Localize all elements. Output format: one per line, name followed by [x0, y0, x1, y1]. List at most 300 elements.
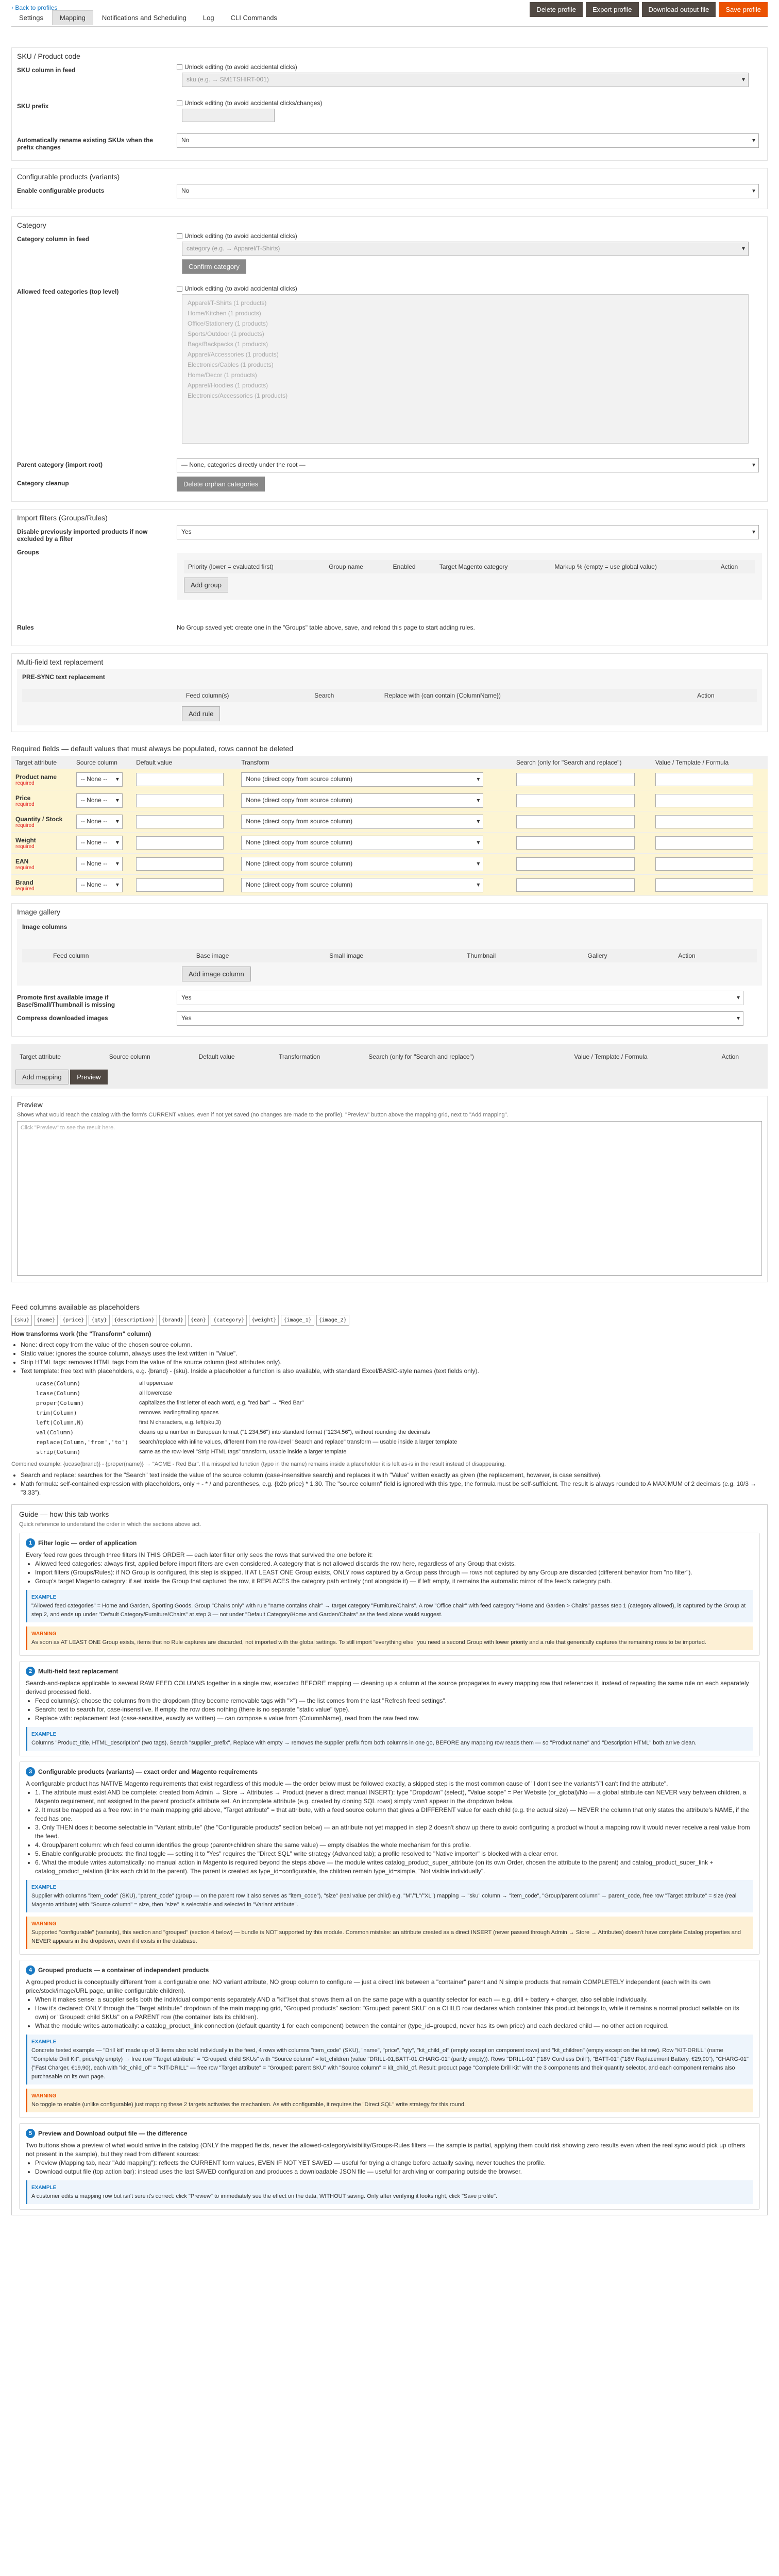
value-cell [651, 875, 768, 896]
value-cell [651, 790, 768, 811]
field-label: Promote first available image if Base/Small/Thumbnail is missing [17, 994, 115, 1008]
warning-text: Supported "configurable" (variants), this section and "grouped" (section 4 below) — bundle is NOT supported by this module. Common mistake: an attribute created as a direct INSERT (never passed through Admin → Store → Attributes) doesn't have complete Catalog properties and NEVER appears in the dropdown, even if it exists in the database. [31, 1929, 741, 1944]
transform-cell [237, 854, 512, 875]
multifield-section [11, 653, 768, 732]
table-header: Source column [72, 756, 132, 769]
transform-cell [237, 875, 512, 896]
warning-text: No toggle to enable (unlike configurable) just mapping these 2 targets activates the mechanism. As with configurable, it requires the "Direct SQL" write strategy for this round. [31, 2102, 466, 2108]
category-option[interactable]: Sports/Outdoor (1 products) [188, 330, 264, 337]
table-header: Search (only for "Search and replace") [364, 1044, 570, 1070]
value-input[interactable] [655, 878, 753, 892]
table-header: Markup % (empty = use global value) [550, 560, 716, 573]
field-label: Category cleanup [17, 480, 69, 487]
allowed-categories-list[interactable] [182, 294, 749, 444]
example-label: EXAMPLE [31, 1595, 57, 1600]
table-header: Transform [237, 756, 512, 769]
source-cell [72, 790, 132, 811]
attribute-name: Brand [15, 878, 33, 886]
guide-block-heading [26, 1965, 753, 1975]
attribute-cell [11, 875, 72, 896]
guide-block [19, 1960, 760, 2118]
section-title: Category [17, 221, 46, 229]
source-cell [72, 875, 132, 896]
warning-box [26, 1917, 753, 1949]
mapping-grid [11, 1044, 768, 1089]
placeholder-chip: {sku} [11, 1315, 32, 1326]
sku-section [11, 47, 768, 161]
compress-select[interactable]: Yes ▾ [177, 1011, 743, 1026]
required-label: required [15, 801, 35, 807]
transform-item: • Search and replace: searches for the "Search" text inside the value of the source column (case-insensitive search) and replaces it with "Value" written exactly as given (the replacement, however, is case sensitive). [21, 1471, 768, 1480]
action-bar [530, 2, 768, 17]
guide-block-title: Filter logic — order of application [38, 1539, 137, 1547]
placeholder-chip: {image_1} [281, 1315, 314, 1326]
step-number-icon: 2 [26, 1667, 35, 1676]
groups-table [184, 560, 755, 573]
table-header: Value / Template / Formula [570, 1044, 717, 1070]
disable-excluded-select[interactable]: Yes ▾ [177, 525, 759, 539]
table-header: Thumbnail [463, 949, 583, 962]
source-cell [72, 811, 132, 833]
guide-block-heading [26, 1767, 753, 1776]
guide-list-item: • How it's declared: ONLY through the "Target attribute" dropdown of the main mapping grid, "Grouped products" section: "Grouped: parent SKU" on a CHILD row declares which container this product belongs to, while it remains a normal product sellable on its own) or "Grouped: child SKUs" on a PARENT row (the container lists its children). [35, 2004, 753, 2022]
function-name: left(Column,N) [36, 1419, 84, 1426]
warning-label: WARNING [31, 1921, 57, 1927]
function-desc: cleans up a number in European format ("1.234,56") into standard format ("1234.56"), without rounding the decimals [139, 1429, 430, 1435]
transform-item: • Text template: free text with placeholders, e.g. {brand} - {sku}. Inside a placeholder a function is also available, with standard Excel/BASIC-style names (text fields only). [21, 1367, 768, 1376]
default-input[interactable] [136, 815, 224, 828]
guide-list-item: • When it makes sense: a supplier sells both the individual components separately AND a "kit"/set that shows them all on the same page with a quantity selector for each — e.g. drill + battery + charger, also sellable individually. [35, 1995, 753, 2004]
transform-cell [237, 769, 512, 790]
save-profile-button[interactable]: Save profile [719, 2, 768, 17]
transform-select[interactable]: None (direct copy from source column) ▾ [241, 836, 483, 850]
guide-paragraph: Every feed row goes through three filters IN THIS ORDER — each later filter only sees the rows that survived the one before it: [26, 1551, 373, 1558]
category-option[interactable]: Apparel/T-Shirts (1 products) [188, 299, 267, 307]
source-cell [72, 769, 132, 790]
guide-list-item: • 2. It must be mapped as a free row: in the main mapping grid above, "Target attribute" = that attribute, with a feed source column that gives a DIFFERENT value for each child (e.g. the actual size) — NEVER the column that only states the attribute's NAME, if the feed has one. [35, 1806, 753, 1823]
placeholder-chip: {category} [211, 1315, 247, 1326]
field-label: Parent category (import root) [17, 461, 103, 468]
table-header: Small image [325, 949, 463, 962]
attribute-name: EAN [15, 857, 29, 865]
example-label: EXAMPLE [31, 1732, 57, 1737]
table-header: Gallery [584, 949, 674, 962]
table-row [11, 769, 768, 790]
guide-block [19, 1761, 760, 1955]
placeholder-chip: {weight} [249, 1315, 279, 1326]
functions-table [32, 1379, 496, 1457]
delete-orphan-button[interactable]: Delete orphan categories [177, 477, 265, 492]
value-cell [651, 769, 768, 790]
guide-list-item: • 1. The attribute must exist AND be complete: created from Admin → Store → Attributes → Product (never a direct manual INSERT): type "Dropdown" (select), "Value scope" = Per Website (or_global)/No — a global attribute can NEVER vary between children, a Magento requirement, not assigned to the parent product's attribute set. An incomplete attribute (e.g. created by cloning SQL rows) simply won't appear in the dropdown below. [35, 1788, 753, 1806]
function-name: trim(Column) [36, 1410, 77, 1416]
default-input[interactable] [136, 878, 224, 892]
preview-desc: Shows what would reach the catalog with the form's CURRENT values, even if not yet saved (no changes are made to the profile). "Preview" button above the mapping grid, next to "Add mapping". [17, 1112, 509, 1118]
back-link[interactable]: ‹ Back to profiles [11, 4, 58, 11]
sku-prefix-input[interactable] [182, 109, 275, 122]
image-section [11, 903, 768, 1037]
search-input[interactable] [516, 815, 635, 828]
delete-profile-button[interactable]: Delete profile [530, 2, 583, 17]
tab-settings[interactable]: Settings [11, 10, 51, 25]
guide-block-title: Configurable products (variants) — exact order and Magento requirements [38, 1768, 258, 1775]
table-header: Default value [194, 1044, 275, 1070]
guide-block [19, 2123, 760, 2210]
transform-item: • None: direct copy from the value of the chosen source column. [21, 1341, 768, 1349]
add-image-button[interactable]: Add image column [182, 967, 251, 981]
guide-block [19, 1661, 760, 1756]
search-input[interactable] [516, 857, 635, 871]
configurable-section [11, 168, 768, 209]
example-box [26, 2180, 753, 2204]
guide-paragraph: Two buttons show a preview of what would arrive in the catalog (ONLY the mapped fields, never the allowed-category/visibility/Groups-Rules filters — the sample is partial, applying them could risk showing zero results even when the real sync would pick up others not present in the sample), but they read from different sources: [26, 2142, 746, 2158]
guide-list [35, 1560, 753, 1586]
pre-sync-label: PRE-SYNC text replacement [22, 673, 105, 681]
add-rule-button[interactable]: Add rule [182, 706, 220, 721]
search-input[interactable] [516, 794, 635, 807]
transform-cell [237, 790, 512, 811]
parent-category-select[interactable]: — None, categories directly under the root — ▾ [177, 458, 759, 472]
attribute-name: Price [15, 794, 31, 802]
tab-log[interactable]: Log [195, 10, 222, 25]
function-name: replace(Column,'from','to') [36, 1439, 128, 1446]
source-cell [72, 854, 132, 875]
function-desc: all uppercase [139, 1380, 173, 1386]
section-title: Configurable products (variants) [17, 173, 120, 181]
guide-paragraph: A configurable product has NATIVE Magento requirements that exist regardless of this module — the order below must be followed exactly, a skipped step is the most common cause of "I don't see the variants"/"I can't find the attribute". [26, 1780, 668, 1787]
guide-list-item: • 5. Enable configurable products: the final toggle — setting it to "Yes" requires the "Direct SQL" write strategy (Advanced tab); a profile resolved to "Native importer" is blocked with a clear error. [35, 1850, 753, 1858]
function-row [32, 1447, 496, 1457]
placeholders-section [11, 1303, 768, 1497]
example-text: A customer edits a mapping row but isn't sure it's correct: click "Preview" to immediately see the effect on the data, WITHOUT saving. Only after verifying it looks right, click "Save profile". [31, 2193, 498, 2199]
value-input[interactable] [655, 794, 753, 807]
tab-notifications[interactable]: Notifications and Scheduling [94, 10, 194, 25]
required-label: required [15, 865, 35, 871]
search-cell [512, 833, 651, 854]
section-title: Multi-field text replacement [17, 658, 104, 666]
export-profile-button[interactable]: Export profile [586, 2, 639, 17]
default-cell [132, 790, 237, 811]
transform-select[interactable]: None (direct copy from source column) ▾ [241, 857, 483, 871]
table-header: Enabled [389, 560, 435, 573]
category-option[interactable]: Office/Stationery (1 products) [188, 320, 268, 327]
source-select[interactable]: -- None -- ▾ [76, 857, 123, 871]
table-header: Default value [132, 756, 237, 769]
default-cell [132, 875, 237, 896]
replace-table: Feed column(s) Search Replace with (can contain {ColumnName}) Action [22, 689, 757, 702]
example-box [26, 1880, 753, 1912]
category-column-select[interactable]: category (e.g. → Apparel/T-Shirts) ▾ [182, 242, 749, 256]
guide-list [35, 2159, 753, 2176]
value-input[interactable] [655, 857, 753, 871]
function-name: ucase(Column) [36, 1380, 81, 1387]
function-desc: capitalizes the first letter of each word, e.g. "red bar" → "Red Bar" [139, 1400, 304, 1406]
guide-list [35, 1995, 753, 2030]
guide-list [35, 1788, 753, 1876]
step-number-icon: 5 [26, 2129, 35, 2138]
preview-button[interactable]: Preview [70, 1070, 107, 1084]
transform-select[interactable]: None (direct copy from source column) ▾ [241, 793, 483, 808]
transform-select[interactable]: None (direct copy from source column) ▾ [241, 772, 483, 787]
sku-column-select[interactable]: sku (e.g. → SM1TSHIRT-001) ▾ [182, 73, 749, 87]
required-label: required [15, 886, 35, 892]
category-option[interactable]: Home/Decor (1 products) [188, 371, 257, 379]
placeholder-chip: {ean} [188, 1315, 209, 1326]
attribute-cell [11, 769, 72, 790]
source-select[interactable]: -- None -- ▾ [76, 815, 123, 829]
search-input[interactable] [516, 836, 635, 850]
transform-cell [237, 811, 512, 833]
placeholder-chip: {image_2} [316, 1315, 349, 1326]
placeholder-chips [11, 1315, 768, 1326]
table-header: Value / Template / Formula [651, 756, 768, 769]
guide-list [35, 1697, 753, 1723]
example-text: "Allowed feed categories" = Home and Garden, Sporting Goods. Group "Chairs only" with rule "name contains chair" → target category "Furniture/Chairs". A row "Office chair" with feed category "Home and Garden > Chairs" passes step 1 (category allowed), is captured by the Group at step 2, and ends up under "Default Category/Furniture/Chairs" at step 3 — not under "Default Category/Home and Garden/Chairs" as the feed alone would suggest. [31, 1603, 746, 1618]
required-table [11, 756, 768, 896]
search-cell [512, 875, 651, 896]
guide-list-item: • Import filters (Groups/Rules): if NO Group is configured, this step is skipped. If AT LEAST ONE Group exists, ONLY rows captured by a Group pass through — rows not captured by any Group are discarded (different behavior from "no filter"). [35, 1568, 753, 1577]
section-title: Import filters (Groups/Rules) [17, 514, 108, 522]
function-row [32, 1388, 496, 1398]
required-label: required [15, 822, 35, 828]
unlock-checkbox[interactable]: Unlock editing (to avoid accidental clicks) [177, 285, 762, 292]
warning-label: WARNING [31, 2093, 57, 2099]
category-option[interactable]: Bags/Backpacks (1 products) [188, 341, 268, 348]
warning-text: As soon as AT LEAST ONE Group exists, items that no Rule captures are discarded, not imported with the global settings. To still import "everything else" you need a second Group with lower priority and a rule that generically captures the remaining rows to be imported. [31, 1639, 706, 1646]
placeholder-chip: {brand} [159, 1315, 186, 1326]
guide-list-item: • 6. What the module writes automatically: no manual action in Magento is required beyond the steps above — the module writes catalog_product_super_attribute (on its own Order, chosen the attribute to the parent) and catalog_product_super_link + catalog_product_relation (links each child to the parent). The parent is created as type_id=configurable, the children remain type_id=simple, "Not visible individually". [35, 1858, 753, 1876]
search-cell [512, 769, 651, 790]
add-group-button[interactable]: Add group [184, 578, 228, 592]
table-row [11, 833, 768, 854]
field-label: Rules [17, 624, 34, 631]
category-option[interactable]: Apparel/Accessories (1 products) [188, 351, 279, 358]
guide-list-item: • Preview (Mapping tab, near "Add mapping"): reflects the CURRENT form values, EVEN IF NOT YET SAVED — useful for trying a change before actually saving, never touches the profile. [35, 2159, 753, 2167]
table-row [11, 790, 768, 811]
search-input[interactable] [516, 878, 635, 892]
default-input[interactable] [136, 857, 224, 871]
transform-item: • Math formula: self-contained expression with placeholders, only + - * / and parentheses, e.g. {b2b price} * 1.30. The "source column" field is ignored with this type, the formula must be self-sufficient. The result is always rounded to A MAXIMUM of 2 decimals (e.g. 10/3 → "3.33"). [21, 1480, 768, 1497]
section-title: Preview [17, 1100, 43, 1109]
image-columns-label: Image columns [22, 923, 67, 930]
category-option[interactable]: Electronics/Cables (1 products) [188, 361, 274, 368]
table-header: Feed column [49, 949, 192, 962]
category-option[interactable]: Apparel/Hoodies (1 products) [188, 382, 268, 389]
table-header: Source column [105, 1044, 195, 1070]
guide-list-item: • What the module writes automatically: a catalog_product_link connection (default quantity 1 for each component) between the container (type_id=grouped, never has its own price) and each declared child — no other action required. [35, 2022, 753, 2030]
table-header: Target attribute [11, 756, 72, 769]
example-text: Supplier with columns "item_code" (SKU), "parent_code" (group — on the parent row it also serves as "item_code"), "size" (real value per child) e.g. "M"/"L"/"XL") mapping → "sku" column → "item_code", "Group/parent column" → parent_code, free row "Target attribute" = size (real Magento attribute) with "Source column" = size, then "size" is selectable and selected in "Variant attribute". [31, 1893, 737, 1908]
step-number-icon: 4 [26, 1965, 35, 1975]
field-label: Compress downloaded images [17, 1014, 108, 1022]
import-filters-section [11, 509, 768, 646]
category-section [11, 216, 768, 502]
default-cell [132, 769, 237, 790]
example-box [26, 1590, 753, 1622]
guide-block-title: Preview and Download output file — the difference [38, 2129, 188, 2137]
attribute-cell [11, 854, 72, 875]
preview-section [11, 1096, 768, 1282]
rename-select[interactable]: No ▾ [177, 133, 759, 148]
guide-list-item: • Feed column(s): choose the columns from the dropdown (they become removable tags with "×") — the list comes from the last "Refresh feed settings". [35, 1697, 753, 1705]
default-cell [132, 811, 237, 833]
attribute-name: Weight [15, 836, 36, 844]
section-title: Required fields — default values that must always be populated, rows cannot be deleted [11, 744, 294, 753]
category-option[interactable]: Home/Kitchen (1 products) [188, 310, 261, 317]
unlock-checkbox[interactable]: Unlock editing (to avoid accidental clicks/changes) [177, 99, 762, 107]
guide-list-item: • 3. Only THEN does it become selectable in "Variant attribute" (the "Configurable products" section below) — an attribute not yet mapped in step 2 doesn't show up there to avoid configuring a product without a mapping row it would never receive a real value from the feed. [35, 1823, 753, 1841]
guide-block [19, 1533, 760, 1656]
guide-list-item: • Search: text to search for, case-insensitive. If empty, the row does nothing (there is no separate "static value" type). [35, 1705, 753, 1714]
attribute-cell [11, 790, 72, 811]
field-label: Allowed feed categories (top level) [17, 288, 119, 295]
function-name: strip(Column) [36, 1449, 81, 1455]
table-header: Base image [192, 949, 325, 962]
warning-box [26, 2089, 753, 2112]
table-header: Action [718, 1044, 764, 1070]
table-header: Target Magento category [435, 560, 551, 573]
attribute-name: Quantity / Stock [15, 815, 63, 823]
add-mapping-button[interactable]: Add mapping [15, 1070, 69, 1084]
function-row [32, 1437, 496, 1447]
value-input[interactable] [655, 815, 753, 828]
tab-cli[interactable]: CLI Commands [223, 10, 285, 25]
field-label: SKU column in feed [17, 66, 76, 74]
example-box [26, 1727, 753, 1751]
guide-paragraph: Search-and-replace applicable to several RAW FEED COLUMNS together in a single row, executed BEFORE mapping — cleaning up a column at the source propagates to every mapping row that references it, instead of repeating the same rule on each separately derived processed field. [26, 1680, 749, 1696]
section-title: Image gallery [17, 908, 61, 916]
field-label: Enable configurable products [17, 187, 105, 194]
transform-item: • Static value: ignores the source column, always uses the text written in "Value". [21, 1349, 768, 1358]
table-row [11, 875, 768, 896]
placeholder-chip: {name} [34, 1315, 58, 1326]
table-header: Action [717, 560, 755, 573]
transform-cell [237, 833, 512, 854]
field-label: SKU prefix [17, 103, 49, 110]
example-text: Concrete tested example — "Drill kit" made up of 3 items also sold individually in the feed, 4 rows with columns "item_code" (SKU), "name", "price", "qty", "kit_child_of" (empty except on component rows) and "kit_children" (empty except on the kit row). Row "KIT-DRILL" (name "Complete Drill Kit", price/qty empty) → free row "Target attribute" = "Grouped: child SKUs" with "Source column" = kit_children (value "DRILL-01,BATT-01,CHARG-01" (partly empty)). Rows "DRILL-01" ("18V Cordless Drill"), "BATT-01" ("18V Replacement Battery, €29,90"), "CHARG-01" ("Fast Charger, €19,90), each with "kit_child_of" = "KIT-DRILL" — free row "Target attribute" = "Grouped: parent SKU" with "Source column" = kit_child_of. Result: product page "Complete Drill Kit" with the 3 components and their quantity selector, and each component remains also purchasable on its own page. [31, 2047, 749, 2080]
required-label: required [15, 780, 35, 786]
section-title: SKU / Product code [17, 52, 80, 60]
required-label: required [15, 843, 35, 850]
transform-select[interactable]: None (direct copy from source column) ▾ [241, 815, 483, 829]
value-cell [651, 854, 768, 875]
function-desc: first N characters, e.g. left(sku,3) [139, 1419, 221, 1426]
confirm-category-button[interactable]: Confirm category [182, 259, 246, 274]
guide-block-title: Grouped products — a container of independent products [38, 1966, 209, 1974]
search-cell [512, 790, 651, 811]
function-name: val(Column) [36, 1429, 74, 1436]
guide-block-heading [26, 1667, 753, 1676]
guide-section [11, 1504, 768, 2215]
search-input[interactable] [516, 773, 635, 786]
guide-block-heading [26, 1538, 753, 1548]
table-header: Group name [325, 560, 388, 573]
function-row [32, 1418, 496, 1428]
guide-list-item: • Group's target Magento category: if set inside the Group that captured the row, it REPLACES the category path entirely (not alongside it) — if left empty, it remains the automatic mirror of the feed's category path. [35, 1577, 753, 1586]
step-number-icon: 1 [26, 1538, 35, 1548]
value-cell [651, 811, 768, 833]
source-select[interactable]: -- None -- ▾ [76, 772, 123, 787]
placeholder-chip: {price} [60, 1315, 87, 1326]
function-row [32, 1398, 496, 1408]
function-row [32, 1379, 496, 1388]
guide-paragraph: A grouped product is conceptually different from a configurable one: NO variant attribute, NO group column to configure — just a direct link between a "container" parent and N simple products that remain COMPLETELY independent (each with its own price/stock/image/URL page, unlike configurable children). [26, 1978, 711, 1994]
required-section [11, 744, 768, 896]
source-select[interactable]: -- None -- ▾ [76, 878, 123, 892]
category-option[interactable]: Electronics/Accessories (1 products) [188, 392, 288, 399]
example-label: EXAMPLE [31, 2039, 57, 2045]
example-box [26, 2035, 753, 2084]
value-input[interactable] [655, 773, 753, 786]
tab-mapping[interactable]: Mapping [52, 10, 93, 25]
default-cell [132, 854, 237, 875]
unlock-checkbox[interactable]: Unlock editing (to avoid accidental clicks) [177, 63, 762, 71]
promote-select[interactable]: Yes ▾ [177, 991, 743, 1005]
placeholder-chip: {qty} [89, 1315, 109, 1326]
table-row [11, 811, 768, 833]
preview-output[interactable]: Click "Preview" to see the result here. [17, 1121, 762, 1276]
example-label: EXAMPLE [31, 2185, 57, 2191]
search-cell [512, 811, 651, 833]
download-output-button[interactable]: Download output file [642, 2, 716, 17]
placeholder-chip: {description} [112, 1315, 157, 1326]
guide-block-heading [26, 2129, 753, 2138]
field-label: Category column in feed [17, 235, 90, 243]
section-title: Feed columns available as placeholders [11, 1303, 140, 1311]
default-input[interactable] [136, 773, 224, 786]
guide-title: Guide — how this tab works [19, 1510, 109, 1518]
value-cell [651, 833, 768, 854]
guide-block-title: Multi-field text replacement [38, 1667, 118, 1675]
guide-list-item: • Allowed feed categories: always first, applied before import filters are even considered. A category that is not allowed discards the row here, regardless of any Group that exists. [35, 1560, 753, 1568]
field-label: Groups [17, 549, 39, 556]
table-header: Target attribute [15, 1044, 105, 1070]
function-row [32, 1428, 496, 1437]
attribute-cell [11, 811, 72, 833]
image-table [22, 949, 757, 962]
default-input[interactable] [136, 794, 224, 807]
configurable-select[interactable]: No ▾ [177, 184, 759, 198]
table-header: Search (only for "Search and replace") [512, 756, 651, 769]
table-header [22, 949, 49, 962]
field-label: Disable previously imported products if now excluded by a filter [17, 528, 148, 543]
table-header: Transformation [275, 1044, 364, 1070]
transform-select[interactable]: None (direct copy from source column) ▾ [241, 878, 483, 892]
default-input[interactable] [136, 836, 224, 850]
source-select[interactable]: -- None -- ▾ [76, 793, 123, 808]
function-desc: same as the row-level "Strip HTML tags" transform, usable inside a larger template [139, 1449, 347, 1455]
value-input[interactable] [655, 836, 753, 850]
table-row [11, 854, 768, 875]
example-label: EXAMPLE [31, 1885, 57, 1890]
example-text: Columns "Product_title, HTML_description" (two tags), Search "supplier_prefix", Replace with empty → removes the supplier prefix from both columns in one go, BEFORE any mapping row reads them — so "Product name" and "Description HTML" both arrive clean. [31, 1740, 697, 1746]
transforms-heading: How transforms work (the "Transform" column) [11, 1330, 151, 1337]
function-desc: removes leading/trailing spaces [139, 1410, 219, 1416]
source-select[interactable]: -- None -- ▾ [76, 836, 123, 850]
field-label: Automatically rename existing SKUs when the prefix changes [17, 137, 154, 151]
rules-empty-text: No Group saved yet: create one in the "Groups" table above, save, and reload this page to start adding rules. [177, 624, 475, 631]
attribute-name: Product name [15, 773, 57, 781]
warning-label: WARNING [31, 1631, 57, 1637]
attribute-cell [11, 833, 72, 854]
step-number-icon: 3 [26, 1767, 35, 1776]
combined-example: Combined example: {ucase(brand)} - {proper(name)} → "ACME - Red Bar". If a misspelled function (typo in the name) remains inside a placeholder it is left as-is in the result instead of disappearing. [11, 1461, 506, 1467]
search-cell [512, 854, 651, 875]
guide-list-item: • 4. Group/parent column: which feed column identifies the group (parent+children share the same value) — empty disables the whole mechanism for this profile. [35, 1841, 753, 1850]
unlock-checkbox[interactable]: Unlock editing (to avoid accidental clicks) [177, 232, 762, 240]
source-cell [72, 833, 132, 854]
table-header: Action [674, 949, 757, 962]
